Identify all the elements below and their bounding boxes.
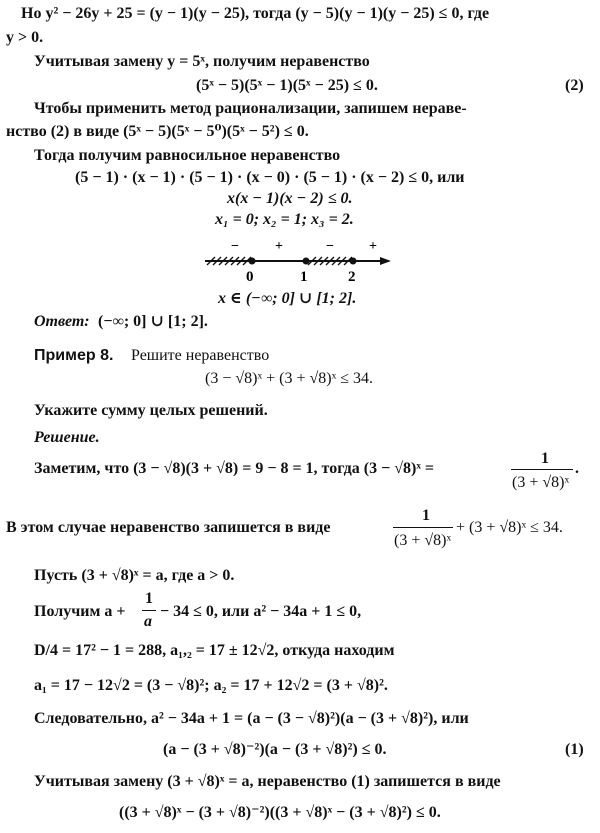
fraction-bar — [393, 527, 453, 528]
solution-set: x ∈ (−∞; 0] ∪ [1; 2]. — [218, 290, 357, 307]
solution-label: Решение. — [34, 429, 100, 446]
tick-label: 1 — [300, 269, 308, 285]
text-line: . — [575, 460, 579, 477]
sign-label: + — [369, 239, 377, 254]
text-line: Пусть (3 + √8)ˣ = a, где a > 0. — [34, 567, 235, 584]
fraction-denominator: (3 + √8)ˣ — [512, 474, 570, 491]
point-marker — [249, 258, 256, 265]
text-line: Получим a + — [34, 603, 126, 620]
text-line: нство (2) в виде (5ˣ − 5)(5ˣ − 5⁰)(5ˣ − 5²) ≤ 0. — [6, 123, 309, 140]
text-line: Чтобы применить метод рационализации, запишем нераве- — [34, 100, 467, 117]
tick-label: 2 — [348, 269, 356, 285]
text-line: + (3 + √8)ˣ ≤ 34. — [456, 519, 563, 536]
example-heading: Пример 8. — [34, 347, 114, 364]
fraction-bar — [511, 469, 573, 470]
axis-arrow — [380, 257, 391, 265]
sign-label: − — [231, 239, 239, 254]
formula-line: x(x − 1)(x − 2) ≤ 0. — [227, 190, 353, 207]
formula-line: (5ˣ − 5)(5ˣ − 1)(5ˣ − 25) ≤ 0. — [196, 77, 378, 94]
fraction-numerator: 1 — [422, 507, 430, 524]
tick-label: 0 — [246, 269, 254, 285]
text-line: Учитывая замену (3 + √8)ˣ = a, неравенство (1) запишется в виде — [34, 773, 501, 790]
text-line: Заметим, что (3 − √8)(3 + √8) = 9 − 8 = 1, тогда (3 − √8)ˣ = — [34, 460, 435, 477]
point-marker — [350, 258, 357, 265]
fraction-denominator: (3 + √8)ˣ — [394, 532, 452, 549]
text-line: D/4 = 17² − 1 = 288, a₁,₂ = 17 ± 12√2, откуда находим — [34, 642, 395, 659]
text-line: a₁ = 17 − 12√2 = (3 − √8)²; a₂ = 17 + 12√2 = (3 + √8)². — [34, 677, 388, 694]
text-line: Укажите сумму целых решений. — [34, 402, 268, 419]
roots-line: x₁ = 0; x₂ = 1; x₃ = 2. — [215, 211, 354, 228]
fraction-numerator: 1 — [145, 590, 153, 607]
text-line: Но y² − 26y + 25 = (y − 1)(y − 25), тогда (y − 5)(y − 1)(y − 25) ≤ 0, где — [21, 5, 490, 22]
text-line: Тогда получим равносильное неравенство — [34, 147, 341, 164]
fraction-denominator: a — [144, 613, 152, 630]
answer-label: Ответ: — [34, 313, 90, 330]
text-line: Учитывая замену y = 5ˣ, получим неравенство — [34, 53, 370, 70]
formula-line: (3 − √8)ˣ + (3 + √8)ˣ ≤ 34. — [205, 370, 373, 387]
number-line — [205, 236, 405, 286]
equation-number: (1) — [565, 741, 584, 758]
text-line: Следовательно, a² − 34a + 1 = (a − (3 − √8)²)(a − (3 + √8)²), или — [34, 710, 469, 727]
point-marker — [303, 258, 310, 265]
fraction-numerator: 1 — [541, 450, 549, 467]
task-text: Решите неравенство — [131, 347, 270, 364]
sign-label: − — [326, 239, 334, 254]
equation-number: (2) — [565, 77, 584, 94]
formula-line: (a − (3 + √8)⁻²)(a − (3 + √8)²) ≤ 0. — [163, 741, 387, 758]
text-line: y > 0. — [6, 29, 44, 46]
formula-line: (5 − 1) · (x − 1) · (5 − 1) · (x − 0) · (5 − 1) · (x − 2) ≤ 0, или — [75, 169, 465, 186]
text-line: − 34 ≤ 0, или a² − 34a + 1 ≤ 0, — [160, 603, 362, 620]
answer-value: (−∞; 0] ∪ [1; 2]. — [98, 313, 208, 330]
text-line: В этом случае неравенство запишется в виде — [6, 519, 331, 536]
sign-label: + — [275, 239, 283, 254]
formula-line: ((3 + √8)ˣ − (3 + √8)⁻²)((3 + √8)ˣ − (3 + √8)²) ≤ 0. — [119, 804, 441, 821]
